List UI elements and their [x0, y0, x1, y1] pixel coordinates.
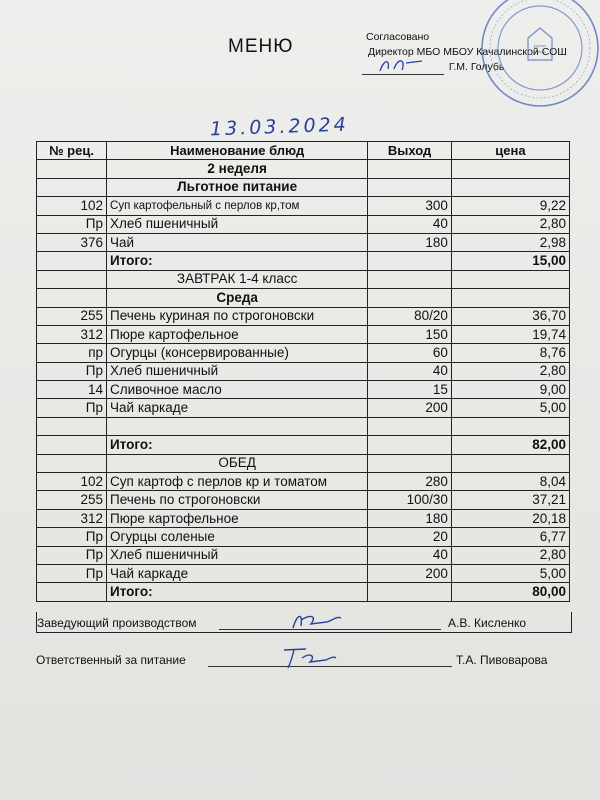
manager-label: Заведующий производством: [37, 616, 197, 630]
recipe-number: Пр: [37, 215, 107, 233]
dish-price: 8,04: [451, 473, 569, 491]
recipe-number: 102: [37, 473, 107, 491]
total-label: Итого:: [107, 583, 368, 601]
recipe-number: 255: [37, 307, 107, 325]
table-row: [37, 473, 570, 491]
empty-cell: [451, 454, 569, 472]
dish-output: 80/20: [368, 307, 452, 325]
table-row: [37, 399, 570, 417]
recipe-number: Пр: [37, 546, 107, 564]
total-price: 82,00: [451, 436, 569, 454]
recipe-number: Пр: [37, 528, 107, 546]
dish-output: 100/30: [368, 491, 452, 509]
dish-output: 40: [368, 215, 452, 233]
dish-output: 300: [368, 197, 452, 215]
empty-cell: [368, 252, 452, 270]
responsible-signature-row: [36, 650, 570, 670]
dish-name: Печень куриная по строгоновски: [107, 307, 368, 325]
section-title: Среда: [107, 289, 368, 307]
dish-price: 2,80: [451, 362, 569, 380]
blank-row: [37, 417, 570, 435]
total-row: [37, 252, 570, 270]
section-title: ОБЕД: [107, 454, 368, 472]
dish-output: 180: [368, 509, 452, 527]
dish-name: Хлеб пшеничный: [107, 546, 368, 564]
menu-table-body: [37, 160, 570, 601]
dish-name: Огурцы соленые: [107, 528, 368, 546]
section-row: [37, 289, 570, 307]
empty-cell: [368, 270, 452, 288]
school-stamp-icon: [478, 0, 600, 110]
table-row: [37, 362, 570, 380]
table-row: [37, 528, 570, 546]
dish-output: 280: [368, 473, 452, 491]
empty-cell: [37, 436, 107, 454]
dish-name: Чай: [107, 233, 368, 251]
empty-cell: [451, 289, 569, 307]
table-row: [37, 233, 570, 251]
dish-price: 2,98: [451, 233, 569, 251]
table-header-row: [37, 142, 570, 160]
dish-price: 19,74: [451, 325, 569, 343]
table-row: [37, 307, 570, 325]
dish-output: 180: [368, 233, 452, 251]
manager-name: А.В. Кисленко: [448, 616, 527, 630]
empty-cell: [368, 417, 452, 435]
director-signature-line: [362, 63, 444, 75]
dish-output: 15: [368, 381, 452, 399]
dish-price: 9,00: [451, 381, 569, 399]
table-row: [37, 381, 570, 399]
section-row: [37, 160, 570, 178]
approval-line-1: Согласовано: [366, 31, 430, 43]
total-row: [37, 583, 570, 601]
recipe-number: пр: [37, 344, 107, 362]
recipe-number: 312: [37, 325, 107, 343]
dish-name: Суп картоф с перлов кр и томатом: [107, 473, 368, 491]
dish-price: 5,00: [451, 564, 569, 582]
empty-cell: [37, 454, 107, 472]
table-row: [37, 491, 570, 509]
dish-name: Чай каркаде: [107, 564, 368, 582]
recipe-number: Пр: [37, 362, 107, 380]
recipe-number: 255: [37, 491, 107, 509]
empty-cell: [368, 160, 452, 178]
recipe-number: Пр: [37, 399, 107, 417]
table-row: [37, 215, 570, 233]
dish-name: Суп картофельный с перлов кр,том: [107, 197, 368, 215]
table-row: [37, 325, 570, 343]
empty-cell: [451, 270, 569, 288]
section-title: 2 неделя: [107, 160, 368, 178]
empty-cell: [37, 417, 107, 435]
responsible-name: Т.А. Пивоварова: [456, 653, 548, 667]
empty-cell: [37, 583, 107, 601]
menu-table: [36, 141, 570, 602]
empty-cell: [37, 289, 107, 307]
dish-price: 36,70: [451, 307, 569, 325]
empty-cell: [368, 289, 452, 307]
recipe-number: 312: [37, 509, 107, 527]
manager-signature-icon: [287, 608, 347, 632]
dish-price: 6,77: [451, 528, 569, 546]
responsible-signature-icon: [276, 644, 340, 670]
empty-cell: [368, 178, 452, 196]
section-row: [37, 454, 570, 472]
dish-name: Пюре картофельное: [107, 325, 368, 343]
page-title: МЕНЮ: [228, 36, 294, 57]
director-signature-icon: [376, 55, 426, 75]
table-row: [37, 197, 570, 215]
handwritten-date: 13.03.2024: [209, 113, 350, 141]
empty-cell: [37, 270, 107, 288]
dish-price: 20,18: [451, 509, 569, 527]
empty-cell: [107, 417, 368, 435]
dish-name: Огурцы (консервированные): [107, 344, 368, 362]
empty-cell: [368, 454, 452, 472]
empty-cell: [368, 436, 452, 454]
table-row: [37, 509, 570, 527]
empty-cell: [37, 178, 107, 196]
recipe-number: 376: [37, 233, 107, 251]
approval-line-2: Директор МБО МБОУ Качалинской СОШ: [368, 46, 567, 58]
empty-cell: [451, 160, 569, 178]
dish-name: Хлеб пшеничный: [107, 215, 368, 233]
empty-cell: [368, 583, 452, 601]
total-label: Итого:: [107, 252, 368, 270]
dish-price: 37,21: [451, 491, 569, 509]
empty-cell: [37, 160, 107, 178]
section-title: Льготное питание: [107, 178, 368, 196]
dish-output: 150: [368, 325, 452, 343]
recipe-number: 102: [37, 197, 107, 215]
manager-signature-row: [36, 612, 572, 633]
empty-cell: [451, 178, 569, 196]
col-header-name: Наименование блюд: [107, 142, 368, 160]
recipe-number: Пр: [37, 564, 107, 582]
dish-name: Сливочное масло: [107, 381, 368, 399]
dish-price: 8,76: [451, 344, 569, 362]
dish-output: 40: [368, 546, 452, 564]
table-row: [37, 344, 570, 362]
section-row: [37, 178, 570, 196]
total-price: 15,00: [451, 252, 569, 270]
dish-output: 20: [368, 528, 452, 546]
dish-output: 40: [368, 362, 452, 380]
col-header-price: цена: [451, 142, 569, 160]
col-header-output: Выход: [368, 142, 452, 160]
dish-name: Пюре картофельное: [107, 509, 368, 527]
dish-name: Печень по строгоновски: [107, 491, 368, 509]
empty-cell: [451, 417, 569, 435]
responsible-label: Ответственный за питание: [36, 653, 186, 667]
dish-name: Хлеб пшеничный: [107, 362, 368, 380]
total-price: 80,00: [451, 583, 569, 601]
dish-price: 5,00: [451, 399, 569, 417]
dish-output: 200: [368, 399, 452, 417]
director-name: Г.М. Голубь: [448, 61, 505, 73]
section-title: ЗАВТРАК 1-4 класс: [107, 270, 368, 288]
dish-output: 60: [368, 344, 452, 362]
total-row: [37, 436, 570, 454]
dish-price: 2,80: [451, 215, 569, 233]
table-row: [37, 546, 570, 564]
dish-price: 2,80: [451, 546, 569, 564]
col-header-num: № рец.: [37, 142, 107, 160]
dish-price: 9,22: [451, 197, 569, 215]
table-row: [37, 564, 570, 582]
total-label: Итого:: [107, 436, 368, 454]
dish-output: 200: [368, 564, 452, 582]
dish-name: Чай каркаде: [107, 399, 368, 417]
empty-cell: [37, 252, 107, 270]
recipe-number: 14: [37, 381, 107, 399]
section-row: [37, 270, 570, 288]
